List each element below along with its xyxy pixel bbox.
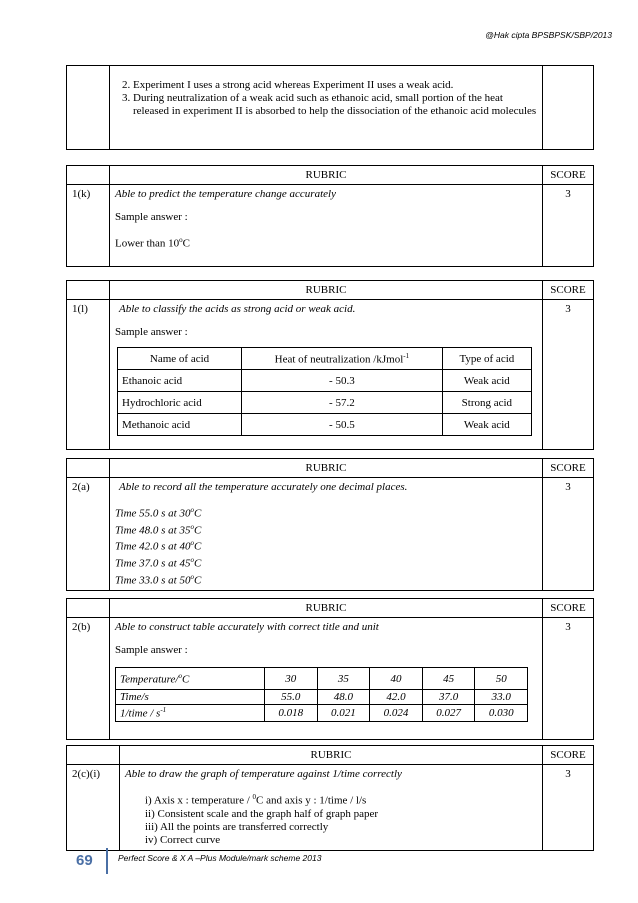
time-line: Time 33.0 s at 50$^o$C [115,572,202,587]
score-value: 3 [543,478,594,591]
score-header: SCORE [543,746,594,765]
time-line: Time 37.0 s at 45$^o$C [115,555,202,570]
sample-answer-label: Sample answer : [115,326,188,338]
rubric-block-1l [66,280,594,450]
rubric-text: Able to predict the temperature change accurately [115,188,336,200]
score-header: SCORE [543,281,594,300]
sample-answer-label: Sample answer : [115,211,188,223]
question-id: 1(l) [67,300,110,450]
rubric-text: Able to draw the graph of temperature against 1/time correctly [125,768,402,780]
rubric-text: Able to construct table accurately with correct title and unit [115,621,379,633]
table-header: Heat of neutralization /kJmol$^{-1}$ [242,348,443,370]
rubric-text: Able to record all the temperature accurately one decimal places. [119,481,408,493]
explanation-list [115,79,537,118]
criteria-item: i) Axis x : temperature / $^0$C and axis y : 1/time / l/s [145,793,367,807]
table-row: Ethanoic acid - 50.3 Weak acid [118,370,532,392]
time-line: Time 42.0 s at 40$^o$C [115,539,202,553]
explanation-item: 2. Experiment I uses a strong acid whereas Experiment II uses a weak acid. [133,79,537,92]
table-header: Name of acid [118,348,242,370]
question-id: 1(k) [67,185,110,267]
score-header: SCORE [543,166,594,185]
time-line: Time 48.0 s at 35$^o$C [115,522,202,537]
rubric-header: RUBRIC [110,281,543,300]
table-row: Hydrochloric acid - 57.2 Strong acid [118,392,532,414]
time-line: Time 55.0 s at 30$^o$C [115,506,202,520]
score-value: 3 [543,300,594,450]
score-value: 3 [543,185,594,267]
rubric-header: RUBRIC [110,599,543,618]
answer-text: Lower than 10$^o$C [115,236,190,250]
sample-answer-label: Sample answer : [115,644,188,656]
rubric-block-2ci [66,745,594,851]
score-header: SCORE [543,459,594,478]
footer-text: Perfect Score & X A –Plus Module/mark scheme 2013 [118,853,322,863]
criteria-item: iv) Correct curve [145,833,221,846]
rubric-block-2b [66,598,594,740]
question-id: 2(c)(i) [67,765,120,851]
table-row: Temperature/$^o$C 30 35 40 45 50 [116,668,528,690]
explanation-item: 3. During neutralization of a weak acid such as ethanoic acid, small portion of the heat released in experiment II is absorbed to help the dissociation of the ethanoic acid molecules [133,92,537,118]
criteria-item: ii) Consistent scale and the graph half of graph paper [145,807,379,820]
question-id: 2(b) [67,618,110,740]
rubric-text: Able to classify the acids as strong acid or weak acid. [119,303,356,315]
footer-divider [106,848,108,874]
criteria-item: iii) All the points are transferred correctly [145,820,329,833]
table-row: Methanoic acid - 50.5 Weak acid [118,414,532,436]
table-header: Type of acid [442,348,531,370]
page-header: @Hak cipta BPSBPSK/SBP/2013 [485,30,612,40]
temperature-table [115,667,528,722]
continuation-block [66,65,594,150]
rubric-header: RUBRIC [110,166,543,185]
rubric-block-2a [66,458,594,591]
score-value: 3 [543,618,594,740]
score-header: SCORE [543,599,594,618]
rubric-block-1k [66,165,594,267]
rubric-header: RUBRIC [110,459,543,478]
rubric-header: RUBRIC [120,746,543,765]
score-value: 3 [543,765,594,851]
table-row: Time/s 55.0 48.0 42.0 37.0 33.0 [116,690,528,705]
question-id: 2(a) [67,478,110,591]
table-row: 1/time / $s^{-1}$ 0.018 0.021 0.024 0.027 0.030 [116,705,528,722]
page-number: 69 [76,852,93,869]
acid-table [117,347,532,436]
